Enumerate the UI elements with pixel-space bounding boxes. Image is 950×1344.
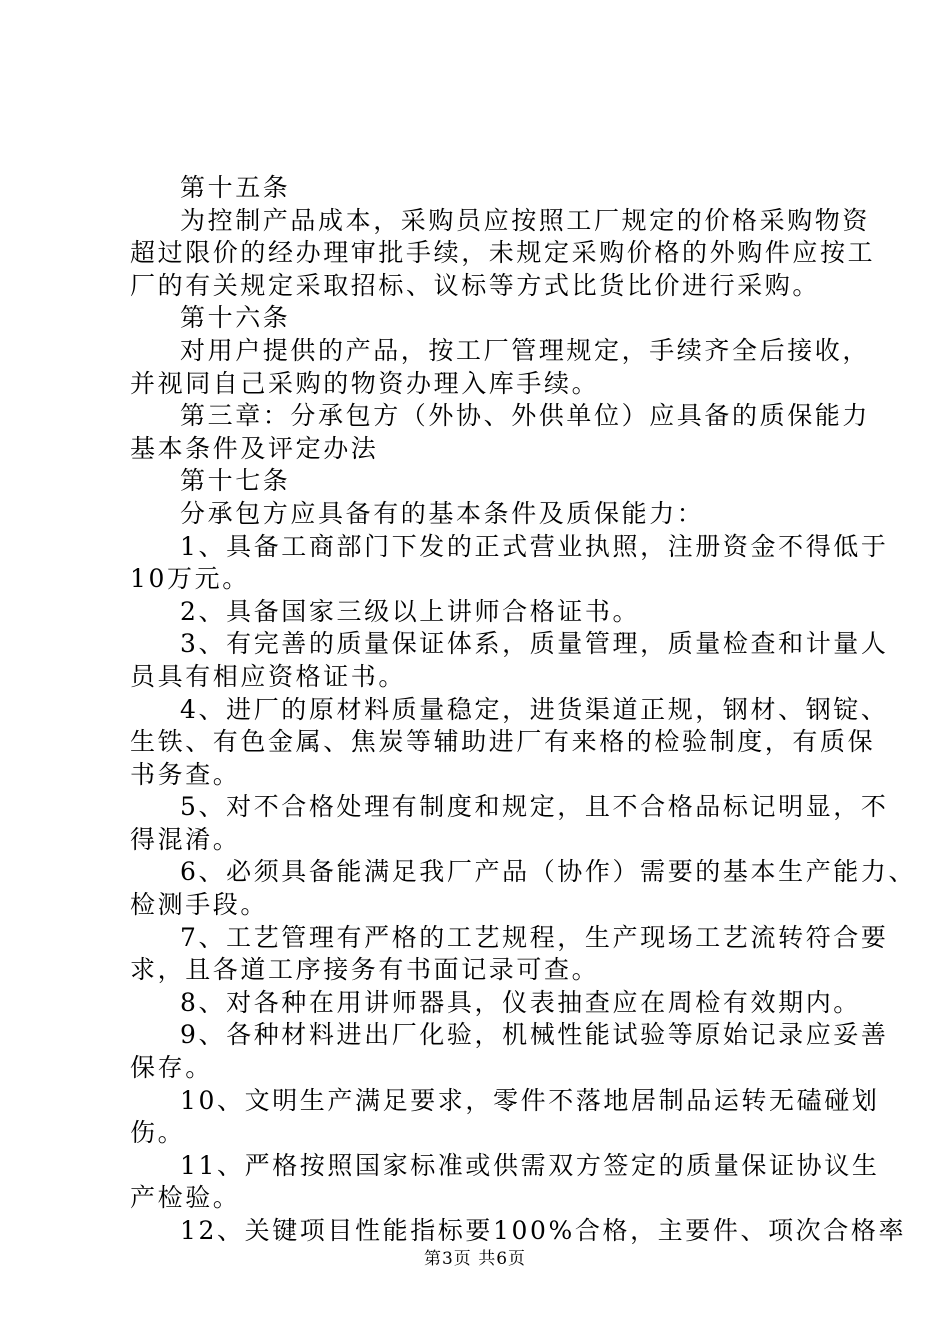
text-line: 5、对不合格处理有制度和规定，且不合格品标记明显，不: [180, 792, 889, 822]
text-line: 第十七条: [180, 466, 291, 496]
page-footer: 第3页 共6页: [423, 1249, 527, 1269]
text-line: 10、文明生产满足要求，零件不落地居制品运转无磕碰划: [180, 1085, 880, 1115]
text-line: 2、具备国家三级以上讲师合格证书。: [180, 596, 641, 626]
text-line: 9、各种材料进出厂化验，机械性能试验等原始记录应妥善: [180, 1020, 889, 1050]
text-line: 超过限价的经办理审批手续，未规定采购价格的外购件应按工: [130, 238, 876, 268]
document-body: [130, 172, 917, 1248]
text-line: 11、严格按照国家标准或供需双方签定的质量保证协议生: [180, 1150, 880, 1180]
text-line: 员具有相应资格证书。: [130, 661, 407, 691]
text-line: 第十六条: [180, 303, 291, 333]
text-line: 并视同自己采购的物资办理入库手续。: [130, 368, 600, 398]
text-line: 4、进厂的原材料质量稳定，进货渠道正规，钢材、钢锭、: [180, 694, 889, 724]
text-line: 7、工艺管理有严格的工艺规程，生产现场工艺流转符合要: [180, 922, 889, 952]
text-line: 伤。: [130, 1118, 186, 1148]
text-line: 书务查。: [130, 759, 241, 789]
text-line: 3、有完善的质量保证体系，质量管理，质量检查和计量人: [180, 629, 889, 659]
text-line: 10万元。: [130, 564, 250, 594]
text-line: 生铁、有色金属、焦炭等辅助进厂有来格的检验制度，有质保: [130, 727, 876, 757]
text-line: 第三章：分承包方（外协、外供单位）应具备的质保能力: [180, 401, 871, 431]
text-line: 得混淆。: [130, 824, 241, 854]
text-line: 基本条件及评定办法: [130, 433, 379, 463]
text-line: 为控制产品成本，采购员应按照工厂规定的价格采购物资: [180, 205, 871, 235]
text-line: 保存。: [130, 1053, 213, 1083]
text-line: 1、具备工商部门下发的正式营业执照，注册资金不得低于: [180, 531, 889, 561]
text-line: 分承包方应具备有的基本条件及质保能力：: [180, 498, 705, 528]
text-line: 厂的有关规定采取招标、议标等方式比货比价进行采购。: [130, 270, 821, 300]
text-line: 12、关键项目性能指标要100%合格，主要件、项次合格率: [180, 1216, 907, 1245]
text-line: 第十五条: [180, 173, 291, 202]
text-line: 检测手段。: [130, 890, 269, 920]
text-line: 对用户提供的产品，按工厂管理规定，手续齐全后接收，: [180, 335, 871, 365]
text-line: 求，且各道工序接务有书面记录可查。: [130, 955, 600, 985]
text-line: 产检验。: [130, 1183, 241, 1213]
text-line: 8、对各种在用讲师器具，仪表抽查应在周检有效期内。: [180, 987, 861, 1017]
text-line: 6、必须具备能满足我厂产品（协作）需要的基本生产能力、: [180, 857, 917, 887]
